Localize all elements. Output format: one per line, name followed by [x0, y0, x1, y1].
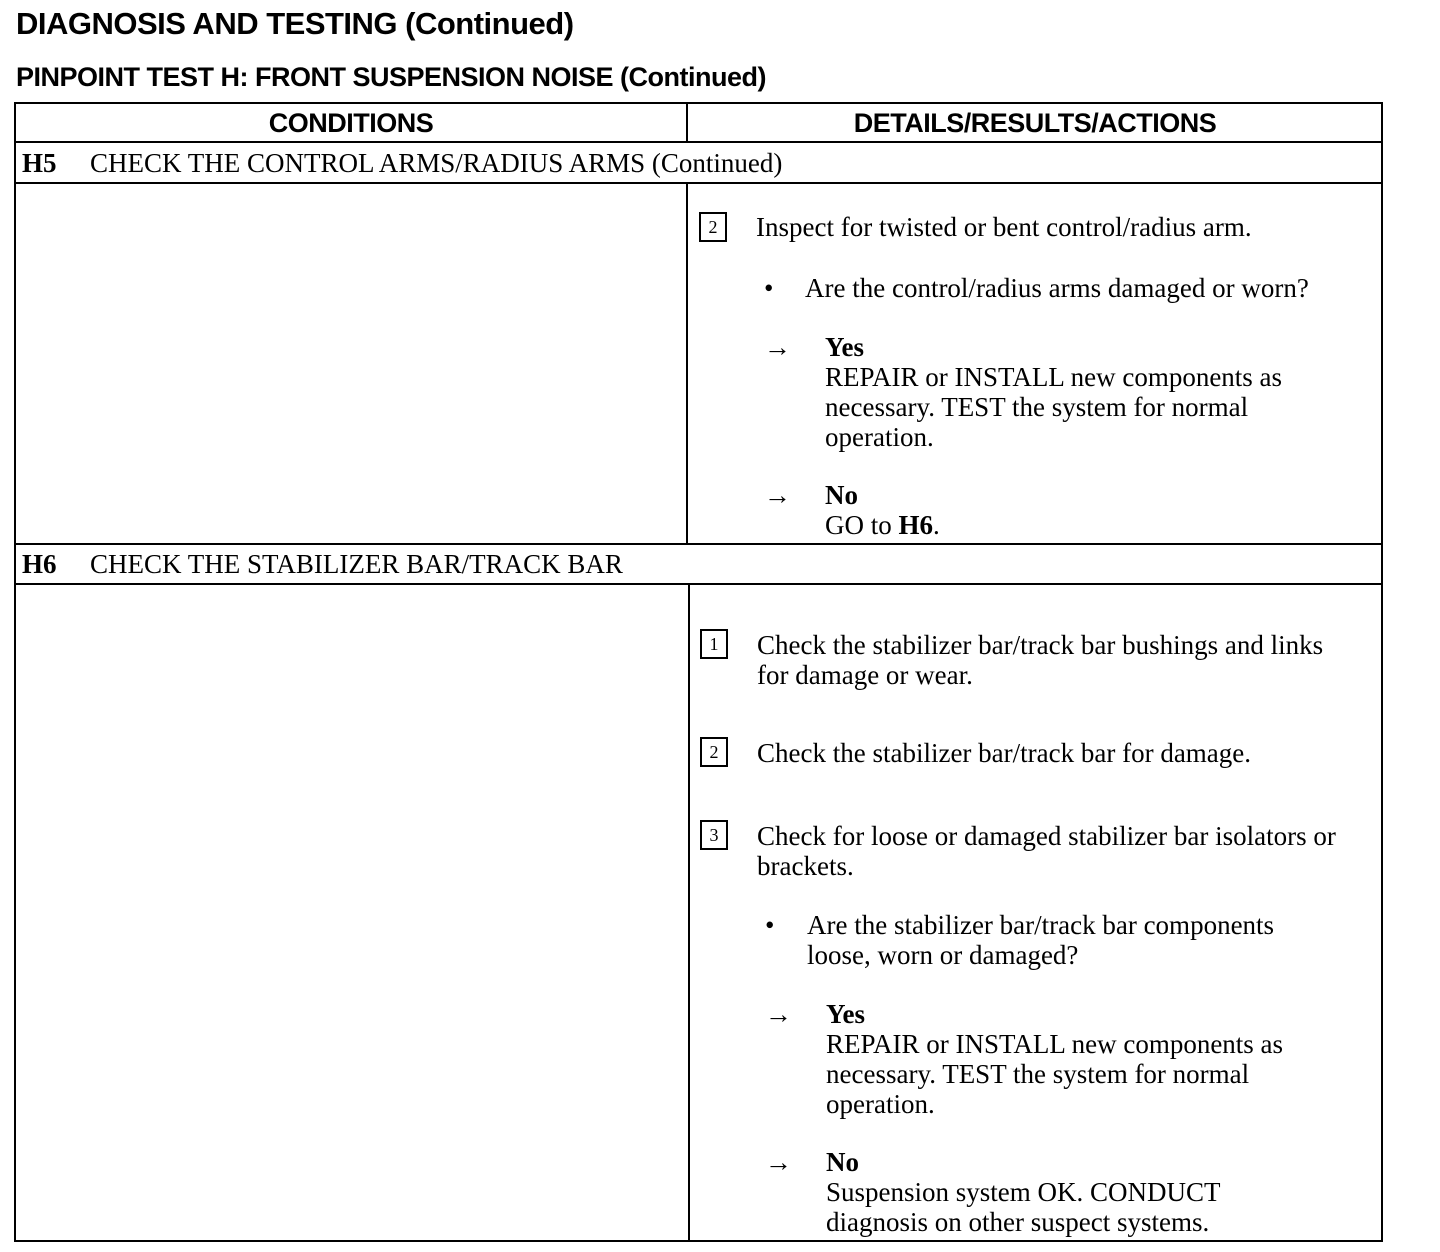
h5-question-bullet: • — [764, 273, 774, 303]
section-h5-title — [22, 144, 782, 182]
h6-no-arrow-icon: → — [765, 1147, 792, 1177]
h5-no-action: GO to H6. — [825, 510, 940, 540]
column-divider-h6 — [688, 583, 690, 1241]
h6-question: Are the stabilizer bar/track bar components loose, worn or damaged? — [807, 910, 1275, 970]
h5-no-action-target: H6 — [898, 510, 934, 540]
h5-step-2-number: 2 — [699, 212, 727, 242]
h6-yes-label: Yes — [826, 999, 865, 1029]
h6-step-2-number: 2 — [700, 737, 728, 767]
h5-yes-action: REPAIR or INSTALL new components as necessary. TEST the system for normal operation. — [825, 362, 1283, 452]
h6-no-action: Suspension system OK. CONDUCT diagnosis on other suspect systems. — [826, 1177, 1221, 1237]
section-h5-code: H5 — [22, 148, 57, 178]
h5-no-label: No — [825, 480, 858, 510]
column-divider-h5 — [686, 182, 688, 544]
h6-step-3-number: 3 — [700, 820, 728, 850]
h6-title-divider — [14, 583, 1383, 585]
h5-step-2-text: Inspect for twisted or bent control/radius arm. — [756, 212, 1252, 242]
h5-no-arrow-icon: → — [764, 480, 791, 510]
h6-yes-arrow-icon: → — [765, 999, 792, 1029]
h5-yes-arrow-icon: → — [764, 332, 791, 362]
section-h6-title — [22, 545, 623, 583]
h5-title-divider — [14, 182, 1383, 184]
document-title: DIAGNOSIS AND TESTING (Continued) — [16, 6, 574, 41]
h5-yes-label: Yes — [825, 332, 864, 362]
section-h6-label: CHECK THE STABILIZER BAR/TRACK BAR — [90, 549, 623, 579]
h6-yes-action: REPAIR or INSTALL new components as necessary. TEST the system for normal operation. — [826, 1029, 1284, 1119]
pinpoint-test-title: PINPOINT TEST H: FRONT SUSPENSION NOISE (Continued) — [16, 62, 767, 92]
h5-question: Are the control/radius arms damaged or worn? — [805, 273, 1309, 303]
section-h5-label: CHECK THE CONTROL ARMS/RADIUS ARMS (Continued) — [90, 148, 783, 178]
h6-step-1-number: 1 — [700, 629, 728, 659]
h6-step-2-text: Check the stabilizer bar/track bar for damage. — [757, 738, 1252, 768]
column-header-details: DETAILS/RESULTS/ACTIONS — [853, 108, 1217, 138]
column-header-conditions: CONDITIONS — [268, 108, 434, 138]
h6-no-label: No — [826, 1147, 859, 1177]
h6-step-1-text: Check the stabilizer bar/track bar bushings and links for damage or wear. — [757, 630, 1324, 690]
section-h6-code: H6 — [22, 549, 57, 579]
h6-step-3-text: Check for loose or damaged stabilizer bar isolators or brackets. — [757, 821, 1336, 881]
h6-question-bullet: • — [765, 910, 775, 940]
